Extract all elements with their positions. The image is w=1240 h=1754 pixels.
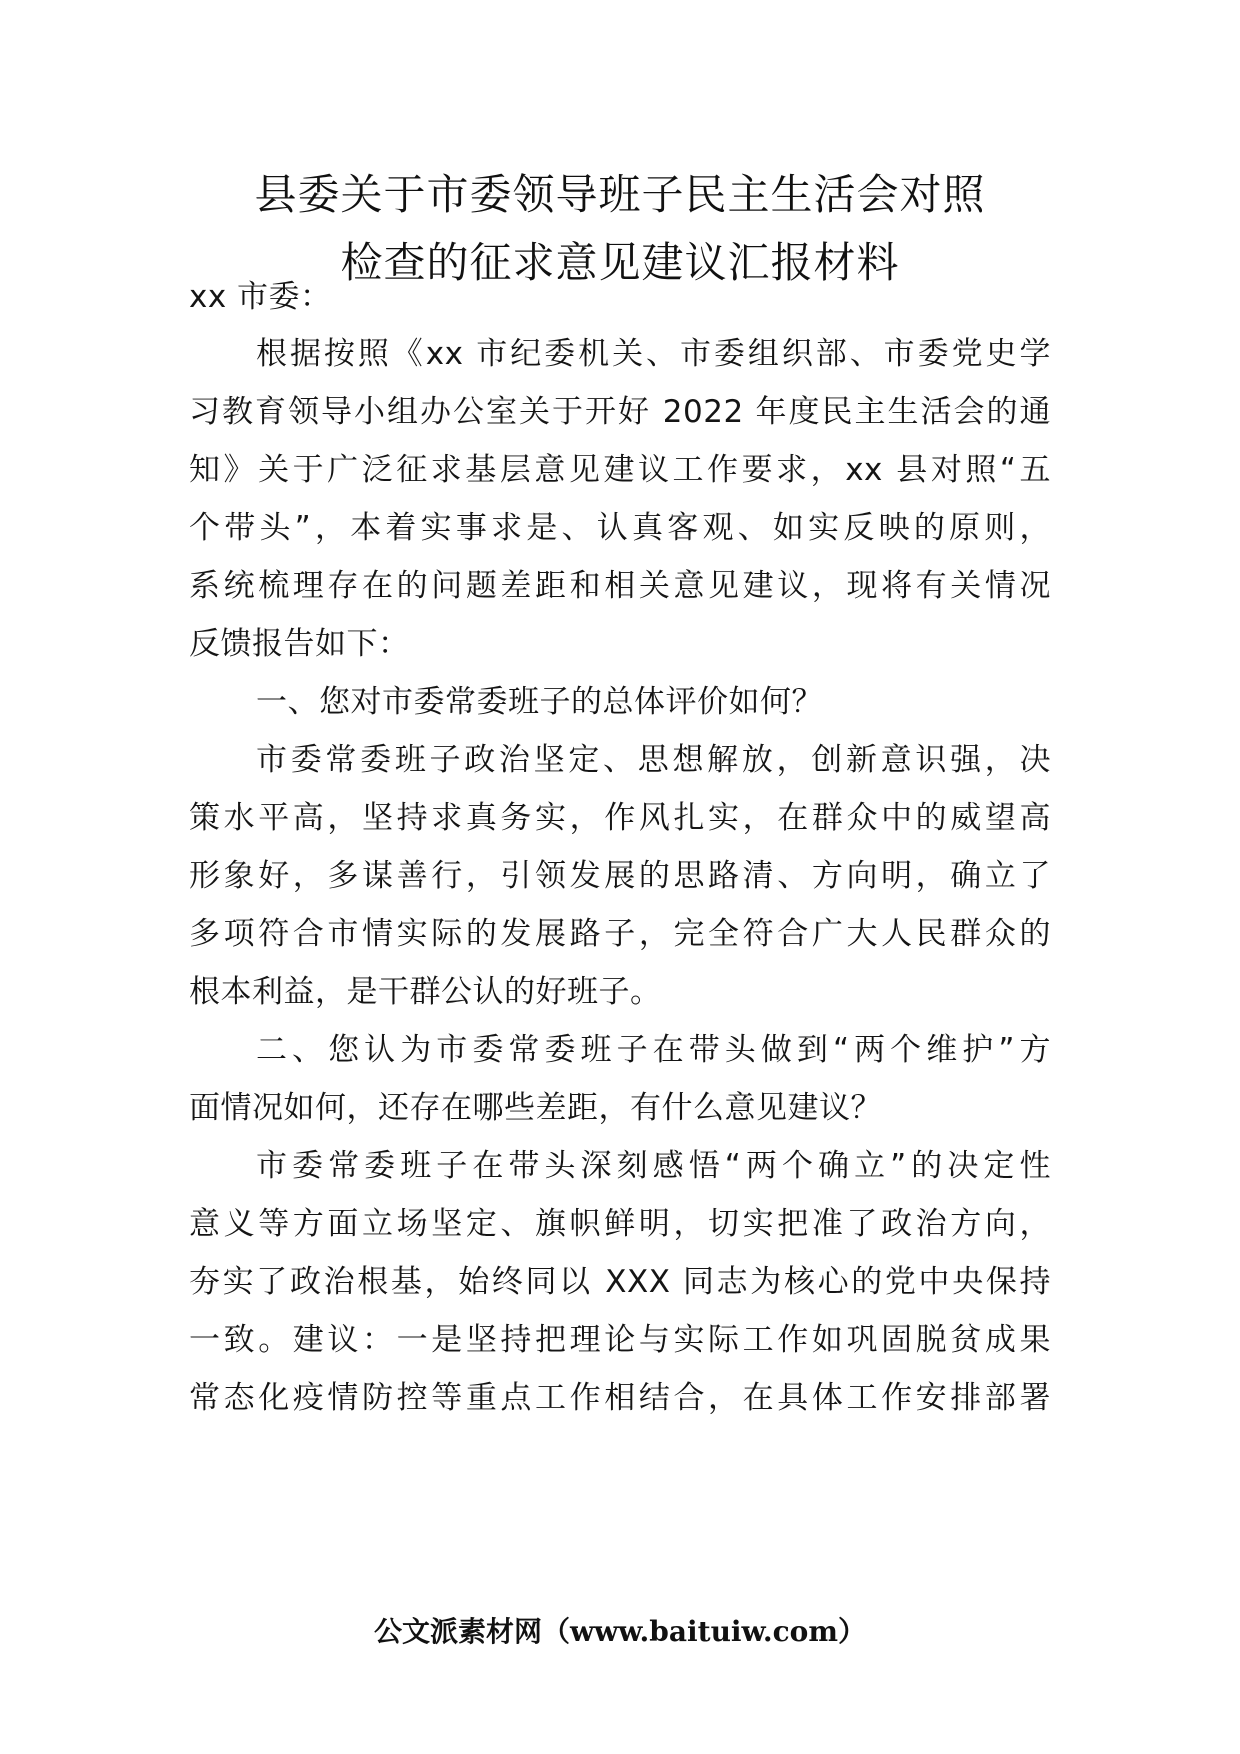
document-title-line-1: 县委关于市委领导班子民主生活会对照 [254, 170, 986, 219]
question-heading: 二、您认为市委常委班子在带头做到“两个维护”方 [256, 1032, 1051, 1068]
body-line: 习教育领导小组办公室关于开好 2022 年度民主生活会的通 [189, 394, 1051, 430]
body-line: 市委常委班子政治坚定、思想解放，创新意识强，决 [256, 742, 1051, 778]
body-line: 形象好，多谋善行，引领发展的思路清、方向明，确立了 [189, 858, 1051, 894]
document-title-line-2: 检查的征求意见建议汇报材料 [340, 238, 900, 287]
body-line: 意义等方面立场坚定、旗帜鲜明，切实把准了政治方向， [189, 1206, 1051, 1242]
body-line: 知》关于广泛征求基层意见建议工作要求，xx 县对照“五 [189, 452, 1051, 488]
body-line: 常态化疫情防控等重点工作相结合，在具体工作安排部署 [189, 1380, 1051, 1416]
body-line: 个带头”，本着实事求是、认真客观、如实反映的原则， [189, 510, 1051, 546]
body-line: 多项符合市情实际的发展路子，完全符合广大人民群众的 [189, 916, 1051, 952]
body-line: 反馈报告如下： [189, 626, 410, 662]
body-line: 市委常委班子在带头深刻感悟“两个确立”的决定性 [256, 1148, 1051, 1184]
question-heading: 一、您对市委常委班子的总体评价如何？ [256, 684, 823, 720]
body-line: 根据按照《xx 市纪委机关、市委组织部、市委党史学 [256, 336, 1051, 372]
footer-watermark-text: 公文派素材网（www.baituiw.com） [374, 1615, 866, 1648]
body-line: 一致。建议：一是坚持把理论与实际工作如巩固脱贫成果 [189, 1322, 1051, 1358]
body-line: 根本利益，是干群公认的好班子。 [189, 974, 662, 1010]
body-line: 系统梳理存在的问题差距和相关意见建议，现将有关情况 [189, 568, 1051, 604]
question-heading: 面情况如何，还存在哪些差距，有什么意见建议？ [189, 1090, 882, 1126]
body-line: 夯实了政治根基，始终同以 XXX 同志为核心的党中央保持 [189, 1264, 1051, 1300]
body-line: 策水平高，坚持求真务实，作风扎实，在群众中的威望高 [189, 800, 1051, 836]
salutation: xx 市委： [189, 279, 332, 315]
